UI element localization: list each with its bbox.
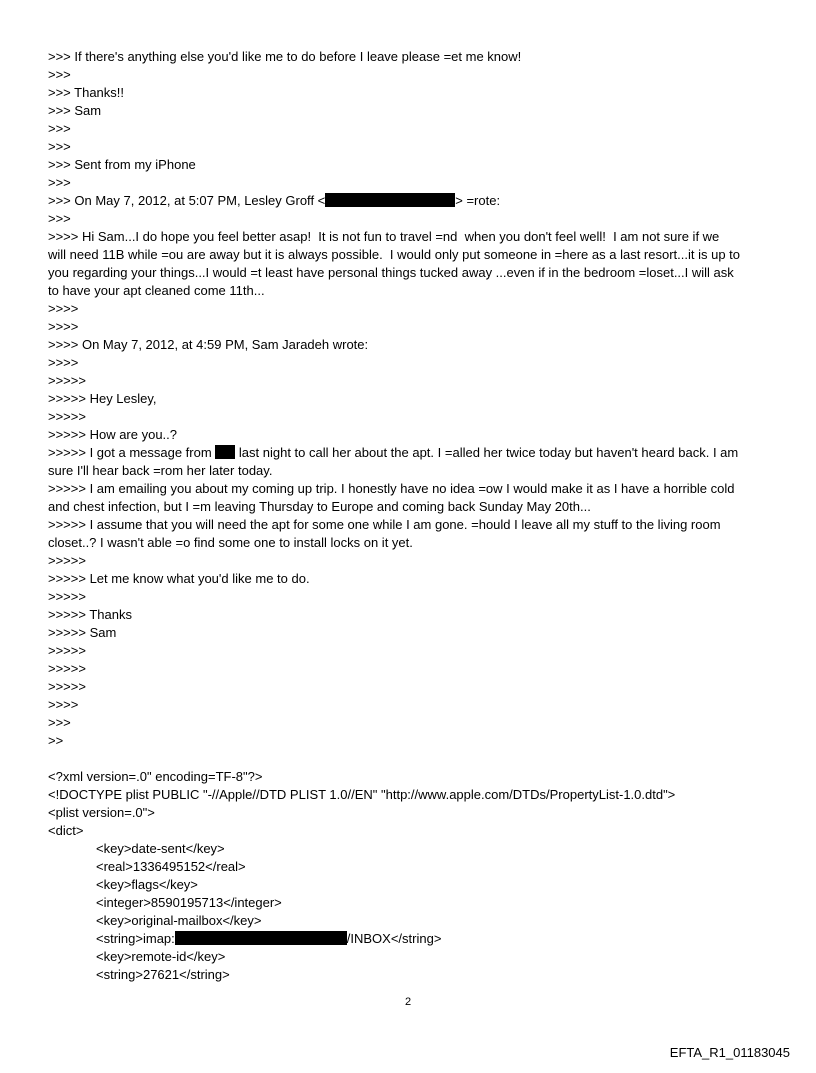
- text-segment: /INBOX</string>: [346, 931, 442, 946]
- text-line: >>>>> Thanks: [48, 607, 132, 622]
- text-line: >>> Sam: [48, 103, 102, 118]
- text-line: >>> If there's anything else you'd like me to do before I leave please =et me know!: [48, 49, 522, 64]
- text-line-with-redaction: [48, 192, 778, 210]
- text-segment: >>> On May 7, 2012, at 5:07 PM, Lesley Groff <: [48, 193, 326, 208]
- xml-line: <?xml version=.0" encoding=TF-8"?>: [48, 769, 263, 784]
- xml-line: <dict>: [48, 823, 84, 838]
- text-segment: >>>>> I got a message from: [48, 445, 216, 460]
- text-segment: <string>imap:: [96, 931, 175, 946]
- text-line: >>>>: [48, 697, 79, 712]
- text-line: >>: [48, 733, 64, 748]
- xml-line: <integer>8590195713</integer>: [96, 895, 282, 910]
- text-line: >>>>: [48, 319, 79, 334]
- text-line: >>>>>: [48, 679, 86, 694]
- text-line: >>>: [48, 139, 71, 154]
- page-number: 2: [404, 996, 412, 1008]
- xml-line-with-redaction: [48, 930, 778, 948]
- text-line: >>>>> How are you..?: [48, 427, 178, 442]
- text-line: >>>>>: [48, 643, 86, 658]
- text-line: >>>>>: [48, 373, 86, 388]
- text-line: >>>: [48, 121, 71, 136]
- text-line: and chest infection, but I =m leaving Thursday to Europe and coming back Sunday May 20th...: [48, 499, 591, 514]
- text-line: >>> Thanks!!: [48, 85, 125, 100]
- text-line: >>>>: [48, 301, 79, 316]
- text-line: >>>> Hi Sam...I do hope you feel better asap! It is not fun to travel =nd when you don't feel well! I am not sure if we: [48, 229, 720, 244]
- text-segment: > =rote:: [455, 193, 501, 208]
- blank-line: [48, 750, 778, 768]
- text-line: >>>>>: [48, 409, 86, 424]
- xml-line: <!DOCTYPE plist PUBLIC "-//Apple//DTD PLIST 1.0//EN" "http://www.apple.com/DTDs/PropertyList-1.0.dtd">: [48, 787, 676, 802]
- redaction-box: [215, 445, 235, 459]
- xml-line: <key>flags</key>: [96, 877, 198, 892]
- text-line: >>>: [48, 67, 71, 82]
- xml-line: <key>remote-id</key>: [96, 949, 226, 964]
- text-line-with-redaction: [48, 444, 778, 462]
- text-line: will need 11B while =ou are away but it is always possible. I would only put someone in =here as a last resort...it is up to: [48, 247, 741, 262]
- text-line: >>>>> Sam: [48, 625, 117, 640]
- email-body: [48, 48, 778, 984]
- text-line: closet..? I wasn't able =o find some one to install locks on it yet.: [48, 535, 413, 550]
- document-id-footer: EFTA_R1_01183045: [669, 1045, 790, 1060]
- text-line: >>>: [48, 715, 71, 730]
- text-segment: last night to call her about the apt. I =alled her twice today but haven't heard back. I am: [235, 445, 739, 460]
- xml-line: <real>1336495152</real>: [96, 859, 246, 874]
- text-line: >>>>> I assume that you will need the apt for some one while I am gone. =hould I leave all my stuff to the living room: [48, 517, 721, 532]
- xml-line: <key>date-sent</key>: [96, 841, 225, 856]
- text-line: >>>>> I am emailing you about my coming up trip. I honestly have no idea =ow I would make it as I have a horrible cold: [48, 481, 735, 496]
- text-line: >>>> On May 7, 2012, at 4:59 PM, Sam Jaradeh wrote:: [48, 337, 369, 352]
- redaction-box: [325, 193, 455, 207]
- text-line: sure I'll hear back =rom her later today.: [48, 463, 273, 478]
- xml-line: <plist version=.0">: [48, 805, 155, 820]
- text-line: >>>>> Hey Lesley,: [48, 391, 157, 406]
- text-line: >>>>>: [48, 589, 86, 604]
- text-line: you regarding your things...I would =t least have personal things tucked away ...even if in the bedroom =loset...I will ask: [48, 265, 734, 280]
- text-line: >>>>: [48, 355, 79, 370]
- text-line: >>>: [48, 175, 71, 190]
- text-line: >>>>>: [48, 661, 86, 676]
- text-line: >>>: [48, 211, 71, 226]
- text-line: >>>>>: [48, 553, 86, 568]
- text-line: >>> Sent from my iPhone: [48, 157, 196, 172]
- text-line: >>>>> Let me know what you'd like me to do.: [48, 571, 310, 586]
- xml-line: <key>original-mailbox</key>: [96, 913, 262, 928]
- redaction-box: [175, 931, 347, 945]
- xml-line: <string>27621</string>: [96, 967, 230, 982]
- text-line: to have your apt cleaned come 11th...: [48, 283, 265, 298]
